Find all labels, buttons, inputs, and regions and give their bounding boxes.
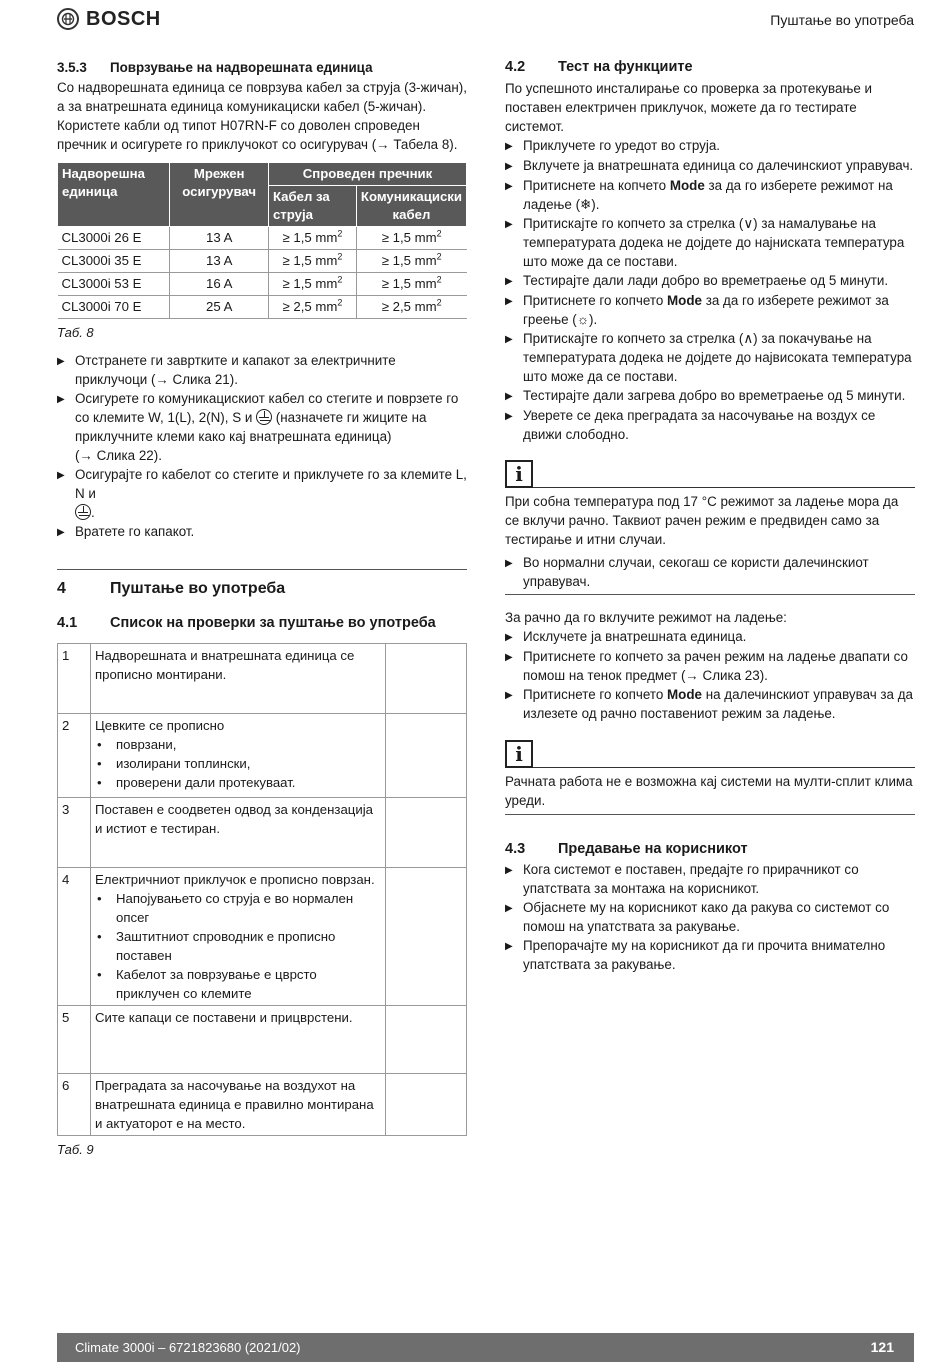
table-row: CL3000i 70 E 25 A ≥ 2,5 $mm^2$ ≥ 2,5 $mm^2$ (58, 296, 467, 319)
table-9 (57, 643, 467, 1136)
bullet-triangle-icon: ▶ (505, 865, 513, 876)
checkbox-cell[interactable] (386, 798, 467, 868)
info-note (505, 740, 915, 768)
bullet-triangle-icon: ▶ (505, 941, 513, 952)
bullet-triangle-icon: ▶ (505, 141, 513, 152)
bullet-triangle-icon: ▶ (57, 394, 65, 405)
brand-name: BOSCH (86, 7, 161, 30)
th-power-cable: Кабел за струја (268, 186, 356, 227)
info-note (505, 460, 915, 488)
bullet-triangle-icon: ▶ (505, 632, 513, 643)
list-item: ▶ Препорачајте му на корисникот да ги прочита внимателно упатствата за ракување. (505, 938, 886, 972)
ground-symbol-icon (256, 409, 272, 425)
info-icon: i (505, 460, 533, 488)
manual-intro: За рачно да го вклучите режимот на ладење: (505, 610, 787, 625)
bullet-triangle-icon: ▶ (57, 527, 65, 538)
list-item: ▶ Притиснете го копчето Mode за да го изберете режимот за греење (☼). (505, 293, 889, 327)
note-text: Рачната работа не е возможна кај системи на мулти-сплит клима уреди. (505, 774, 913, 808)
th-comm-cable: Комуникациски кабел (356, 186, 466, 227)
checkbox-cell[interactable] (386, 714, 467, 798)
page-footer (57, 1333, 914, 1362)
bullet-triangle-icon: ▶ (505, 296, 513, 307)
table-row: 1 Надворешната и внатрешната единица се прописно монтирани. (58, 644, 467, 714)
list-item: ▶ Притискајте го копчето за стрелка (∨) за намалување на температурата додека не дојдете до најниската температура што може да се постави. (505, 216, 905, 269)
bullet-triangle-icon: ▶ (505, 652, 513, 663)
checkbox-cell[interactable] (386, 644, 467, 714)
table-row: 2 Цевките се прописно • поврзани, • изолирани топлински, • проверени дали протекуваат. (58, 714, 467, 798)
list-item: ▶ Објаснете му на корисникот како да ракува со системот со помош на упатствата за ракување. (505, 900, 890, 934)
bullet-triangle-icon: ▶ (505, 181, 513, 192)
section-divider (57, 569, 467, 570)
th-unit: Надворешна единица (58, 163, 170, 227)
left-column (57, 58, 467, 1159)
bosch-armature-icon (57, 8, 79, 30)
table-row: CL3000i 53 E 16 A ≥ 1,5 $mm^2$ ≥ 1,5 $mm^2$ (58, 273, 467, 296)
th-conductor: Спроведен пречник (268, 163, 466, 186)
bullet-triangle-icon: ▶ (505, 161, 513, 172)
checkbox-cell[interactable] (386, 868, 467, 1006)
bullet-triangle-icon: ▶ (505, 558, 513, 569)
table-row: CL3000i 35 E 13 A ≥ 1,5 $mm^2$ ≥ 1,5 $mm^2$ (58, 250, 467, 273)
bullet-triangle-icon: ▶ (505, 276, 513, 287)
table-row: CL3000i 26 E 13 A ≥ 1,5 $mm^2$ ≥ 1,5 $mm^2$ (58, 227, 467, 250)
section-heading-4-2: 4.2 Тест на функциите (505, 59, 693, 75)
bullet-triangle-icon: ▶ (505, 903, 513, 914)
bullet-triangle-icon: ▶ (505, 411, 513, 422)
table-caption: Таб. 8 (57, 325, 94, 340)
list-item: ▶ Приклучете го уредот во струја. (505, 136, 915, 156)
bullet-triangle-icon: ▶ (505, 334, 513, 345)
section-intro: По успешното инсталирање со проверка за протекување и поставен електричен приклучок, можете да го тестирате системот. (505, 81, 872, 134)
table-8 (57, 162, 467, 319)
list-item: ▶ Осигурајте го кабелот со стегите и приклучете го за клемите L, N и . (57, 467, 467, 520)
page-number: 121 (870, 1339, 894, 1355)
running-title: Пуштање во употреба (770, 12, 914, 28)
right-column (505, 58, 915, 974)
list-item: ▶ Притиснете на копчето Mode за да го изберете режимот на ладење (❄). (505, 178, 893, 212)
list-item: ▶ Уверете се дека преградата за насочување на воздух се движи слободно. (505, 408, 876, 442)
table-caption: Таб. 9 (57, 1142, 94, 1157)
info-icon: i (505, 740, 533, 768)
section-intro: Со надворешната единица се поврзува кабел за струја (3-жичан), а за внатрешната единица комуникациски кабел (5-жичан). Користете кабли од типот H07RN-F со доволен спроведен пречник и осигурете го приклучокот со осигурувач (→ Табела 8). (57, 80, 467, 152)
brand-logo (57, 8, 161, 30)
section-heading-4-1: 4.1 Список на проверки за пуштање во употреба (57, 615, 436, 631)
bullet-triangle-icon: ▶ (505, 391, 513, 402)
section-heading-4: 4 Пуштање во употреба (57, 580, 286, 597)
bullet-triangle-icon: ▶ (57, 356, 65, 367)
list-item: ▶ Кога системот е поставен, предајте го прирачникот со упатствата за монтажа на корисникот. (505, 862, 859, 896)
list-item: ▶ Во нормални случаи, секогаш се користи далечинскиот управувач. (505, 555, 869, 589)
bullet-triangle-icon: ▶ (57, 470, 65, 481)
list-item: ▶ Притиснете го копчето за рачен режим на ладење двапати со помош на тенок предмет (→ Слика 23). (505, 649, 908, 683)
checkbox-cell[interactable] (386, 1006, 467, 1074)
th-fuse: Мрежен осигурувач (170, 163, 269, 227)
section-heading-3-5-3: 3.5.3 Поврзување на надворешната единица (57, 60, 373, 75)
checkbox-cell[interactable] (386, 1074, 467, 1136)
table-row: 3 Поставен е соодветен одвод за кондензација и истиот е тестиран. (58, 798, 467, 868)
bullet-triangle-icon: ▶ (505, 219, 513, 230)
note-text: При собна температура под 17 °C режимот за ладење мора да се вклучи рачно. Таквиот рачен режим е предвиден само за тестирање и итни случаи. (505, 494, 899, 547)
table-row: 4 Електричниот приклучок е прописно поврзан. • Напојувањето со струја е во нормален опсег • Заштитниот спроводник е прописно поставен • Кабелот за поврзување е цврсто приклучен со клемите (58, 868, 467, 1006)
bullet-triangle-icon: ▶ (505, 690, 513, 701)
list-item: ▶ Притискајте го копчето за стрелка (∧) за покачување на температурата додека не дојдете до највисоката температура што може да се постави. (505, 331, 912, 384)
table-row: 5 Сите капаци се поставени и прицврстени. (58, 1006, 467, 1074)
document-id: Climate 3000i – 6721823680 (2021/02) (75, 1340, 301, 1355)
list-item: ▶ Притиснете го копчето Mode на далечинскиот управувач за да излезете од рачно поставениот режим за ладење. (505, 687, 913, 721)
list-item: ▶ Осигурете го комуникацискиот кабел со стегите и поврзете го со клемите W, 1(L), 2(N), S и (назначете ги жиците на приклучните клеми како кај внатрешната единица) (→ Слика 22). (57, 391, 459, 463)
list-item: ▶ Исклучете ја внатрешната единица. (505, 627, 915, 647)
table-row: 6 Преградата за насочување на воздухот на внатрешната единица е правилно монтирана и актуаторот е на место. (58, 1074, 467, 1136)
list-item: ▶ Вратете го капакот. (57, 522, 467, 542)
section-heading-4-3: 4.3 Предавање на корисникот (505, 841, 748, 857)
ground-symbol-icon (75, 504, 91, 520)
list-item: ▶ Вклучете ја внатрешната единица со далечинскиот управувач. (505, 156, 915, 176)
list-item: ▶ Отстранете ги завртките и капакот за електричните приклучоци (→ Слика 21). (57, 353, 396, 387)
list-item: ▶ Тестирајте дали лади добро во времетраење од 5 минути. (505, 271, 915, 291)
list-item: ▶ Тестирајте дали загрева добро во времетраење од 5 минути. (505, 386, 915, 406)
